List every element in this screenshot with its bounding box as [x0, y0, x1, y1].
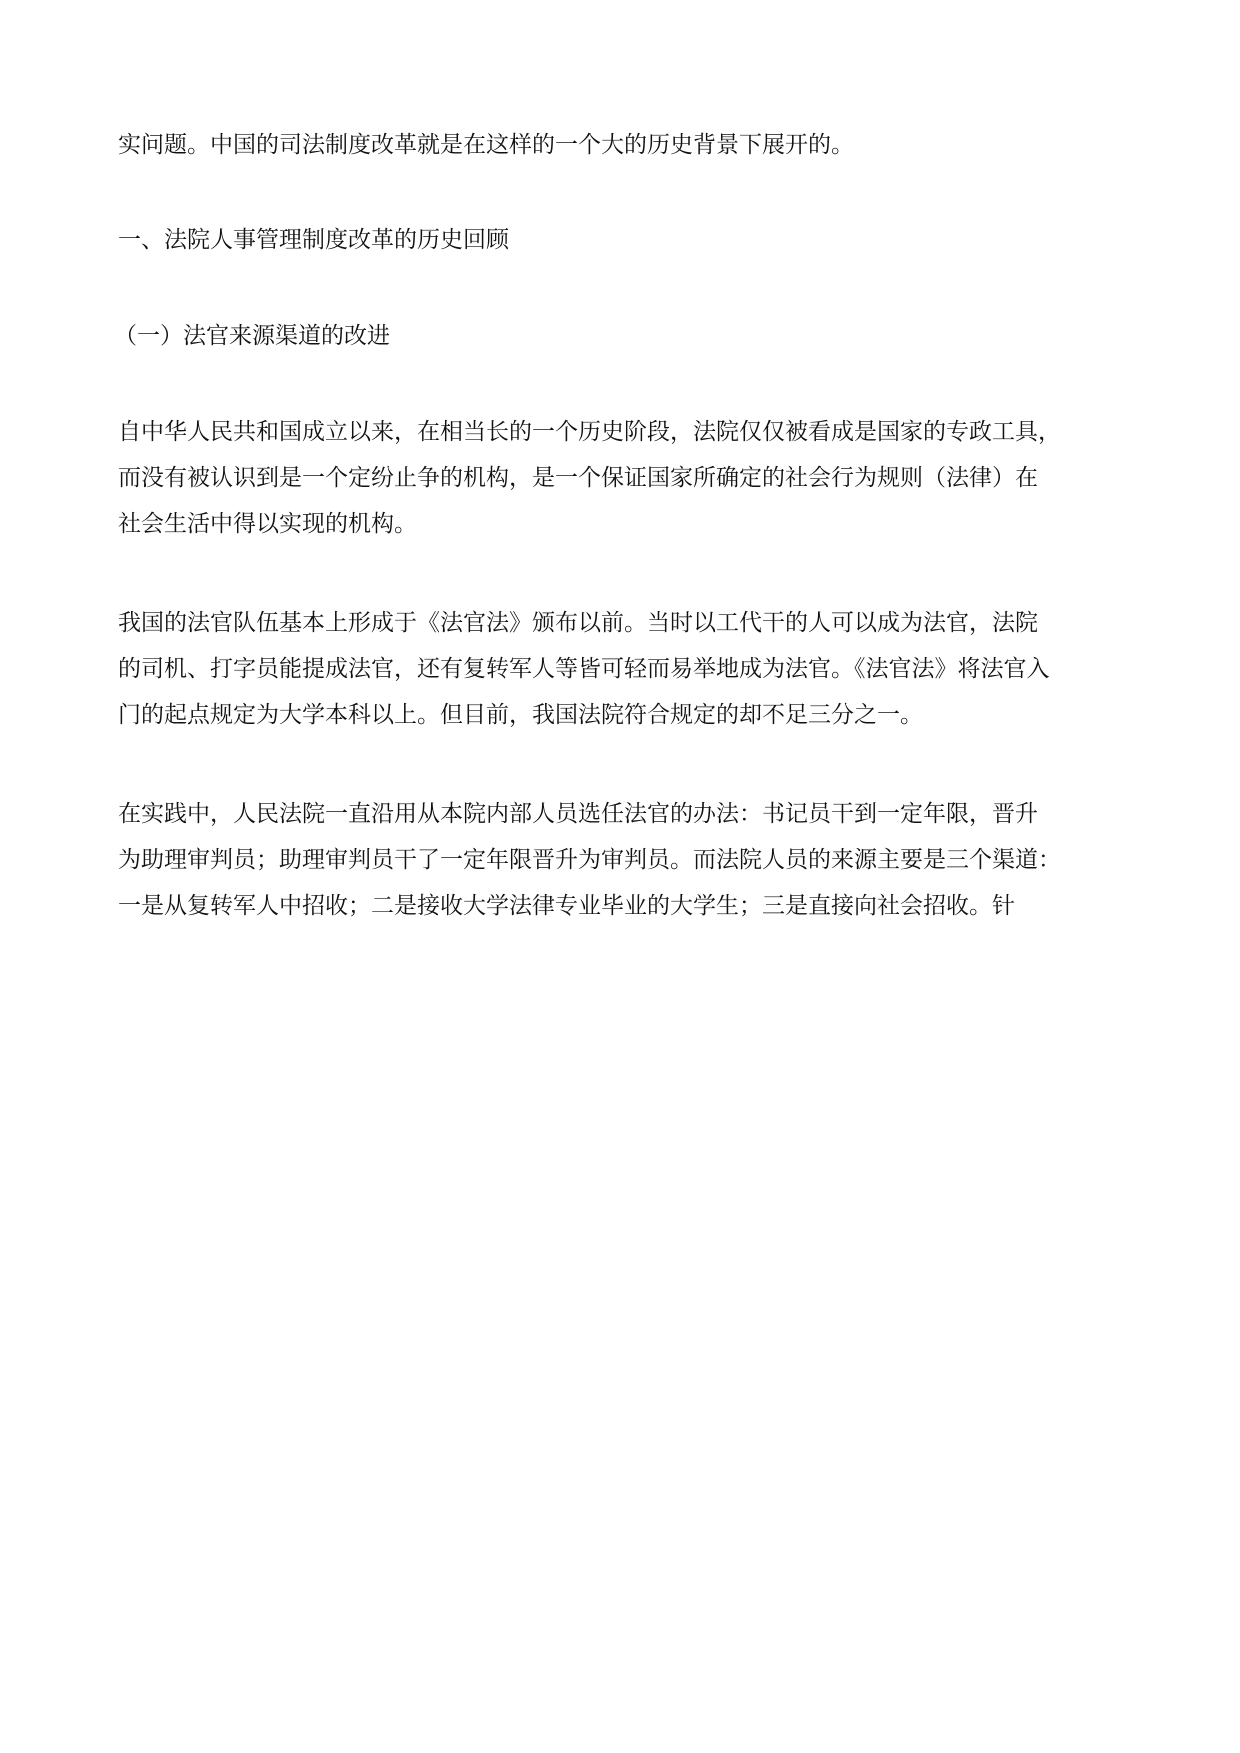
- paragraph-line: 为助理审判员；助理审判员干了一定年限晋升为审判员。而法院人员的来源主要是三个渠道：: [118, 847, 1061, 873]
- intro-paragraph: [118, 122, 1128, 168]
- paragraph-line: 实问题。中国的司法制度改革就是在这样的一个大的历史背景下展开的。: [118, 132, 854, 158]
- paragraph-line: 的司机、打字员能提成法官，还有复转军人等皆可轻而易举地成为法官。《法官法》将法官入: [118, 656, 1050, 682]
- paragraph-line: 而没有被认识到是一个定纷止争的机构，是一个保证国家所确定的社会行为规则（法律）在: [118, 465, 1038, 491]
- paragraph-line: 社会生活中得以实现的机构。: [118, 511, 417, 537]
- body-paragraph: [118, 409, 1128, 547]
- paragraph-line: 自中华人民共和国成立以来，在相当长的一个历史阶段，法院仅仅被看成是国家的专政工具，: [118, 419, 1061, 445]
- body-paragraph: [118, 791, 1128, 929]
- paragraph-line: 我国的法官队伍基本上形成于《法官法》颁布以前。当时以工代干的人可以成为法官，法院: [118, 610, 1038, 636]
- body-paragraph: [118, 600, 1128, 738]
- section-heading-text: 一、法院人事管理制度改革的历史回顾: [118, 227, 509, 253]
- paragraph-line: 一是从复转军人中招收；二是接收大学法律专业毕业的大学生；三是直接向社会招收。针: [118, 893, 1015, 919]
- section-heading: [118, 217, 1128, 263]
- paragraph-line: 在实践中，人民法院一直沿用从本院内部人员选任法官的办法：书记员干到一定年限，晋升: [118, 801, 1038, 827]
- paragraph-line: 门的起点规定为大学本科以上。但目前，我国法院符合规定的却不足三分之一。: [118, 702, 923, 728]
- subsection-heading-text: （一）法官来源渠道的改进: [114, 323, 390, 349]
- subsection-heading: [114, 313, 1124, 359]
